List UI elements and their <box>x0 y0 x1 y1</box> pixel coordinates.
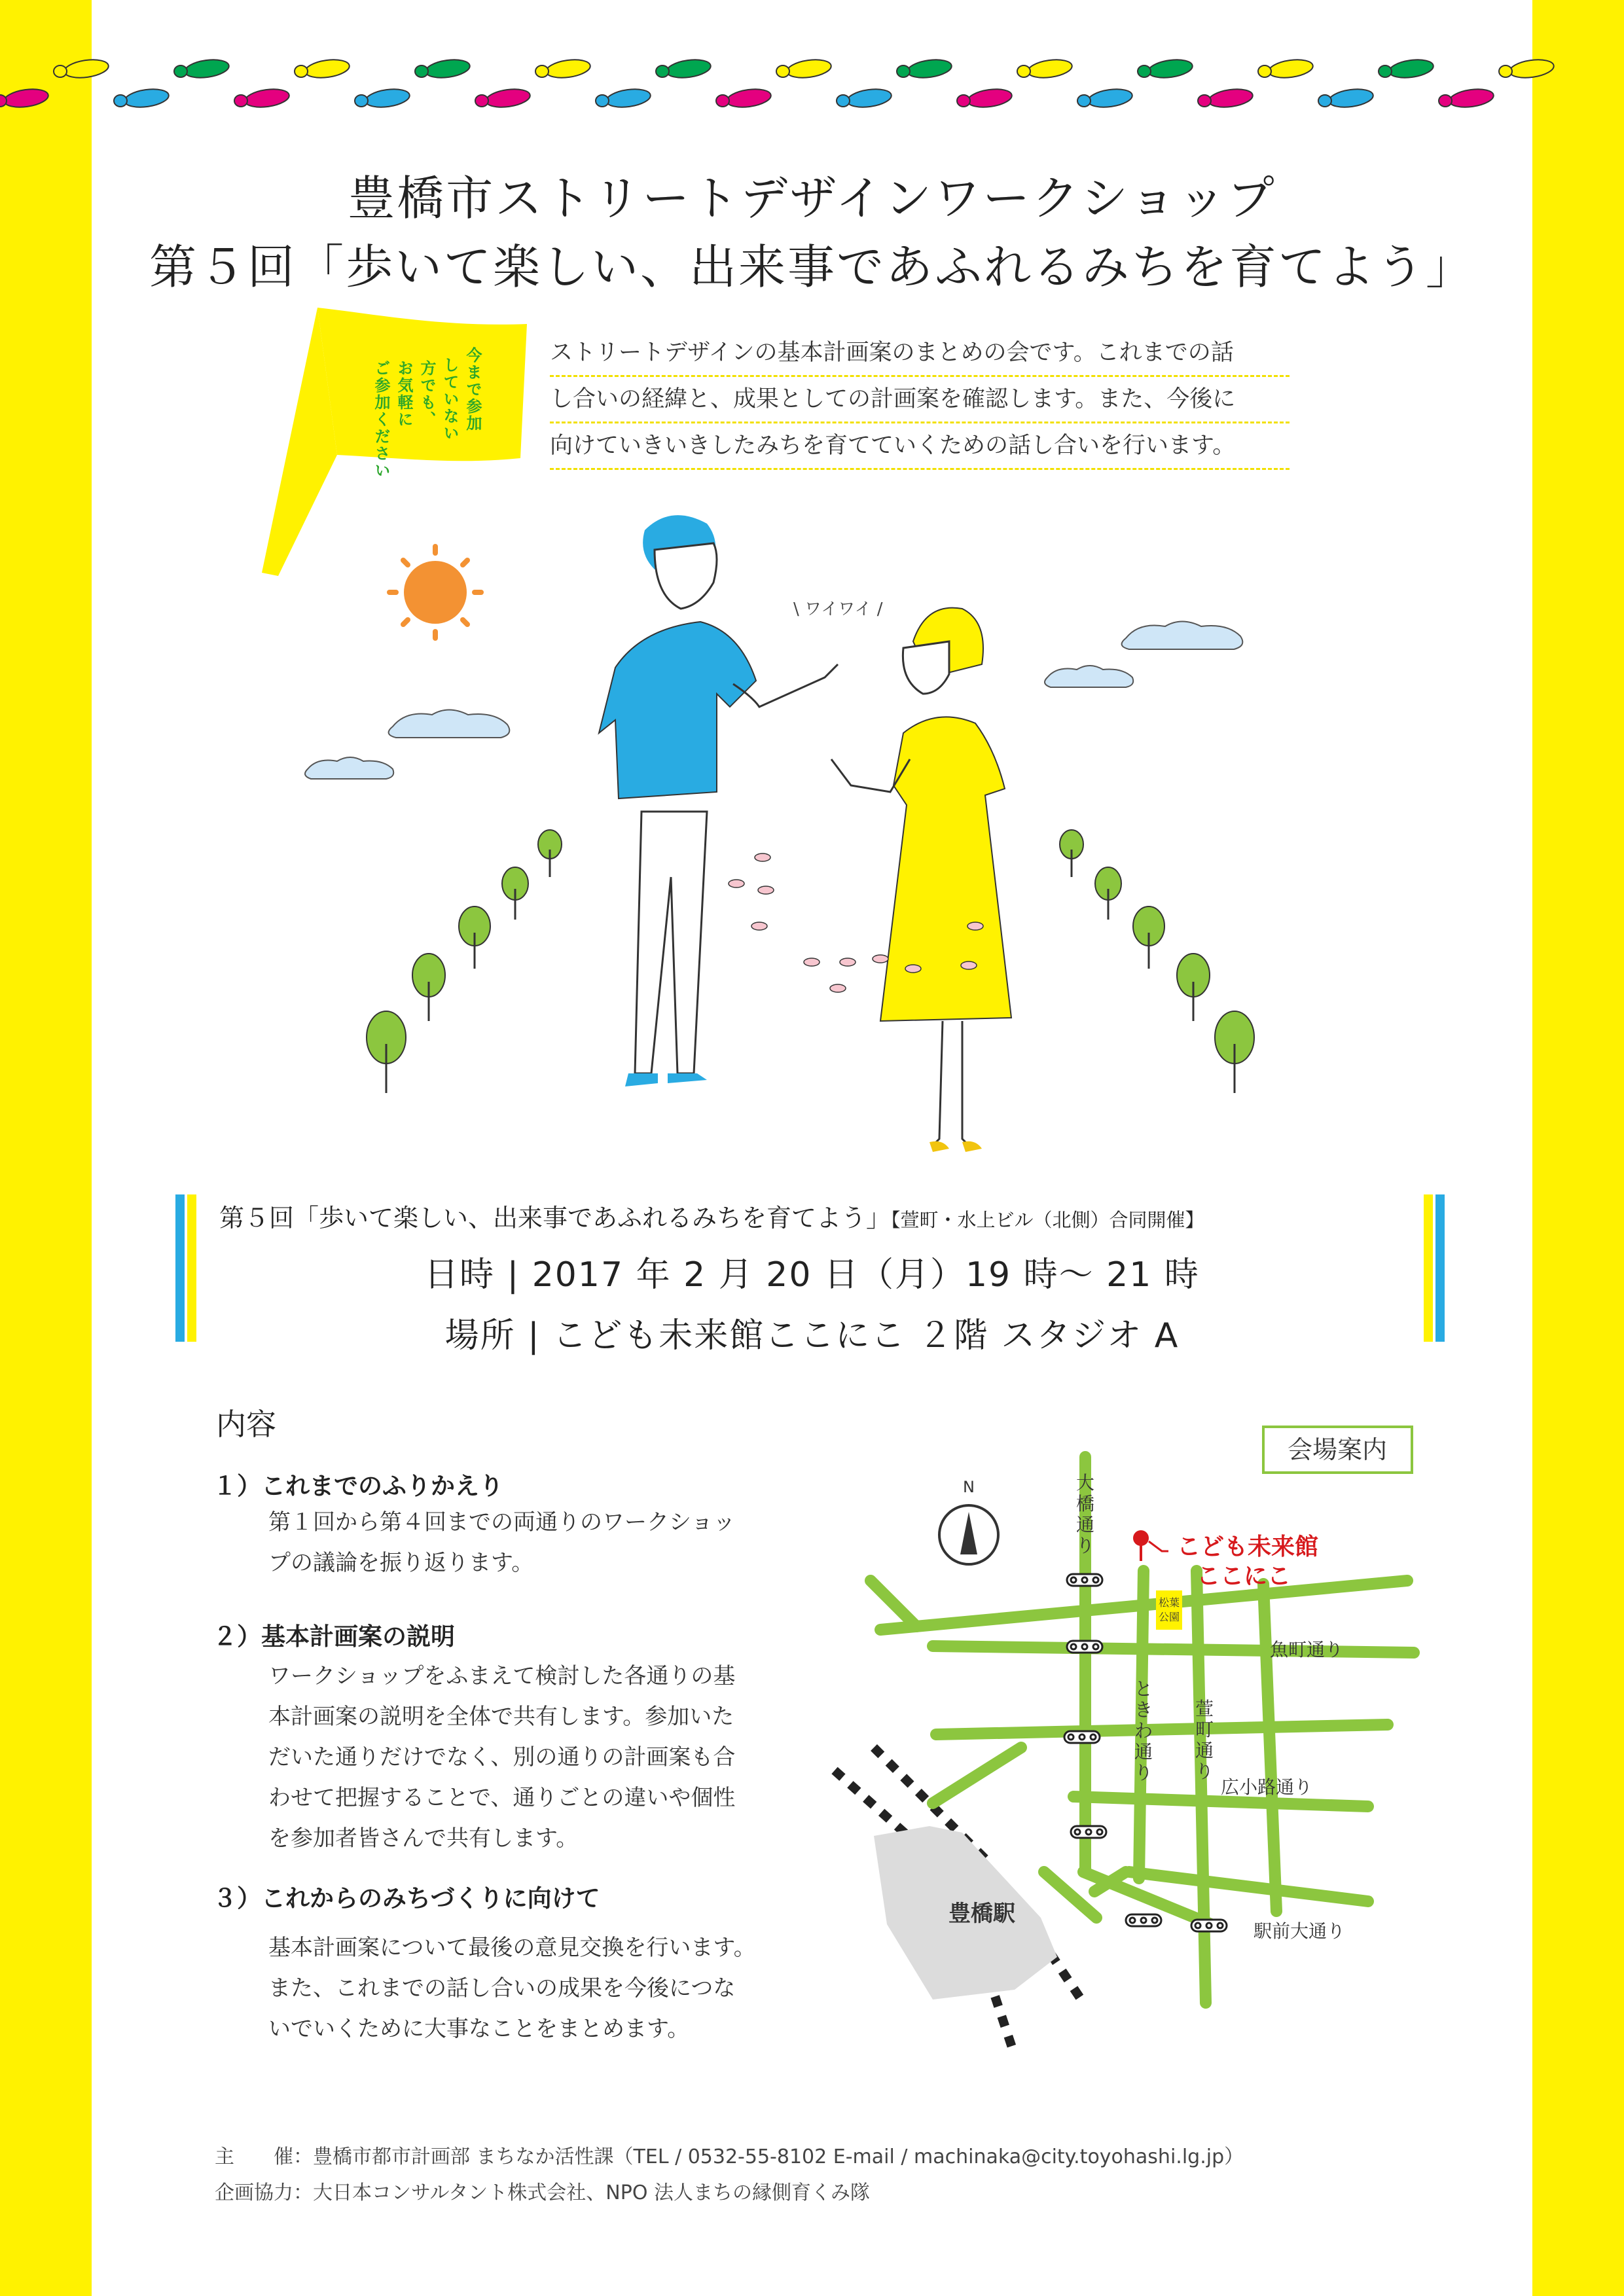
section-line: だいた通りだけでなく、別の通りの計画案も合 <box>268 1744 736 1770</box>
section-line: プの議論を振り返ります。 <box>268 1550 534 1576</box>
footprint-icon <box>656 65 669 77</box>
footer-cooperation: 企画協力：大日本コンサルタント株式会社、NPO 法人まちの縁側育くみ隊 <box>215 2181 870 2204</box>
right-yellow-band <box>1532 0 1624 2296</box>
woman-figure <box>831 608 1011 1152</box>
station-label: 豊橋駅 <box>948 1901 1015 1927</box>
flag-text-col: 方でも、 <box>418 360 436 428</box>
event-title <box>219 1198 1204 1234</box>
street-label: 通 <box>1134 1741 1153 1763</box>
page-title-line1: 豊橋市ストリートデザインワークショップ <box>348 171 1276 226</box>
footprint-icon <box>304 57 351 80</box>
map-badge: 会場案内 <box>1287 1435 1388 1464</box>
flag-text-col: していない <box>441 357 459 442</box>
street-label: 町 <box>1195 1719 1214 1740</box>
park-label: 松葉 <box>1158 1596 1180 1609</box>
street-label: 通 <box>1075 1514 1095 1535</box>
footprint-icon <box>184 57 230 80</box>
footprint-icon <box>0 95 7 107</box>
content-heading: 内容 <box>216 1407 276 1442</box>
section-body <box>268 1656 792 1859</box>
street-label: 通 <box>1195 1740 1214 1761</box>
section-line: 第１回から第４回までの両通りのワークショッ <box>268 1509 736 1535</box>
street-label: わ <box>1134 1720 1153 1742</box>
event-title-note: 【萱町・水上ビル（北側）合同開催】 <box>891 1209 1204 1231</box>
footprint-icon <box>1379 65 1392 77</box>
north-label: N <box>963 1478 975 1496</box>
event-place: 場所 | こども未来館ここにこ ２階 スタジオ A <box>444 1316 1180 1355</box>
footprint-icon <box>1499 65 1512 77</box>
left-yellow-band <box>0 0 92 2296</box>
footprint-icon <box>1027 57 1074 80</box>
footprint-icon <box>355 95 368 107</box>
footprint-icon <box>114 95 127 107</box>
intro-paragraph <box>550 331 1290 470</box>
footprint-icon <box>897 65 910 77</box>
venue-map <box>818 1414 1473 2108</box>
footprint-icon <box>1017 65 1030 77</box>
section-line: を参加者皆さんで共有します。 <box>268 1825 579 1852</box>
footprint-icon <box>3 86 50 109</box>
section-body <box>268 1928 792 2049</box>
footprint-icon <box>846 86 893 109</box>
street-label: 萱 <box>1195 1698 1214 1719</box>
sun-icon <box>389 547 481 638</box>
street-label: 駅前大通り <box>1254 1920 1346 1942</box>
intro-line: し合いの経緯と、成果としての計画案を確認します。また、今後に <box>550 377 1290 423</box>
venue-pin-icon <box>1133 1530 1168 1561</box>
intro-line: 向けていきいきしたみちを育てていくための話し合いを行います。 <box>550 423 1290 470</box>
footprint-icon <box>1318 95 1331 107</box>
flag-text-col: お気軽に <box>395 360 413 428</box>
footprint-icon <box>535 65 549 77</box>
section-line: いでいくために大事なことをまとめます。 <box>268 2016 690 2042</box>
section-line: 本計画案の説明を全体で共有します。参加いた <box>268 1704 734 1730</box>
flag-text-col: ご参加ください <box>372 360 390 479</box>
footprint-icon <box>1077 95 1091 107</box>
event-date: 日時 | 2017 年 2 月 20 日（月）19 時～ 21 時 <box>424 1255 1200 1295</box>
footprint-icon <box>837 95 850 107</box>
footprint-icon <box>545 57 592 80</box>
street-label: り <box>1075 1535 1095 1556</box>
footprint-icon <box>1449 86 1495 109</box>
footprint-icon <box>415 65 428 77</box>
page-title-line2: 第５回「歩いて楽しい、出来事であふれるみちを育てよう」 <box>149 240 1475 295</box>
park-label: 公園 <box>1158 1611 1180 1623</box>
section-title: １）これまでのふりかえり <box>213 1472 503 1500</box>
footprint-icon <box>244 86 291 109</box>
footprint-icon <box>596 95 609 107</box>
section-line: また、これまでの話し合いの成果を今後につな <box>268 1975 736 2001</box>
footprint-icon <box>967 86 1013 109</box>
footprint-icon <box>1087 86 1134 109</box>
footprint-icon <box>234 95 247 107</box>
venue-label: ここにこ <box>1197 1563 1291 1590</box>
footprint-icon <box>124 86 170 109</box>
footprint-icon <box>174 65 187 77</box>
footprint-icon <box>1388 57 1435 80</box>
footprint-icon <box>475 95 488 107</box>
section-line: わせて把握することで、通りごとの違いや個性 <box>268 1785 736 1811</box>
footprint-icon <box>957 95 970 107</box>
footer-organizer: 主 催：豊橋市都市計画部 まちなか活性課（TEL / 0532-55-8102 E-mail / machinaka@city.toyohashi.lg.jp） <box>215 2145 1244 2168</box>
footprint-icon <box>365 86 411 109</box>
section-body <box>268 1502 792 1583</box>
footprint-icon <box>1258 65 1271 77</box>
footprint-icon <box>666 57 712 80</box>
footprint-icon <box>295 65 308 77</box>
street-label: と <box>1134 1678 1153 1700</box>
street-label: 橋 <box>1075 1493 1095 1515</box>
footprint-icon <box>485 86 532 109</box>
footprint-icon <box>907 57 953 80</box>
footprint-icon <box>63 57 110 80</box>
footprint-icon <box>1268 57 1314 80</box>
event-title-main: 第５回「歩いて楽しい、出来事であふれるみちを育てよう」 <box>219 1204 892 1232</box>
footprint-icon <box>1147 57 1194 80</box>
footprint-icon <box>1198 95 1211 107</box>
venue-label: こども未来館 <box>1177 1534 1319 1560</box>
section-line: 基本計画案について最後の意見交換を行います。 <box>268 1935 756 1961</box>
flag-message <box>331 344 488 481</box>
footprint-icon <box>425 57 471 80</box>
footprint-icon <box>1138 65 1151 77</box>
street-label: 魚町通り <box>1270 1639 1344 1660</box>
footprint-icon <box>786 57 833 80</box>
street-label: り <box>1195 1761 1214 1782</box>
section-title: ３）これからのみちづくりに向けて <box>213 1884 600 1912</box>
speech-bubble: \ ワイワイ / <box>793 600 883 619</box>
street-label: き <box>1134 1699 1153 1721</box>
footprint-icon <box>54 65 67 77</box>
section-line: ワークショップをふまえて検討した各通りの基 <box>268 1663 736 1689</box>
footprint-icon <box>726 86 772 109</box>
footprint-icon <box>1439 95 1452 107</box>
footprint-icon <box>1509 57 1555 80</box>
footprint-icon <box>1328 86 1375 109</box>
footprint-icon <box>1208 86 1254 109</box>
intro-line: ストリートデザインの基本計画案のまとめの会です。これまでの話 <box>550 331 1290 377</box>
footprint-icon <box>776 65 789 77</box>
footprint-icon <box>605 86 652 109</box>
flag-text-col: 今まで参加 <box>463 347 482 432</box>
street-label: り <box>1134 1762 1153 1784</box>
footprint-icon <box>716 95 729 107</box>
street-label: 大 <box>1075 1472 1095 1494</box>
footprint-decoration <box>0 39 1624 137</box>
street-label: 広小路通り <box>1221 1776 1313 1798</box>
section-title: ２）基本計画案の説明 <box>213 1623 455 1651</box>
